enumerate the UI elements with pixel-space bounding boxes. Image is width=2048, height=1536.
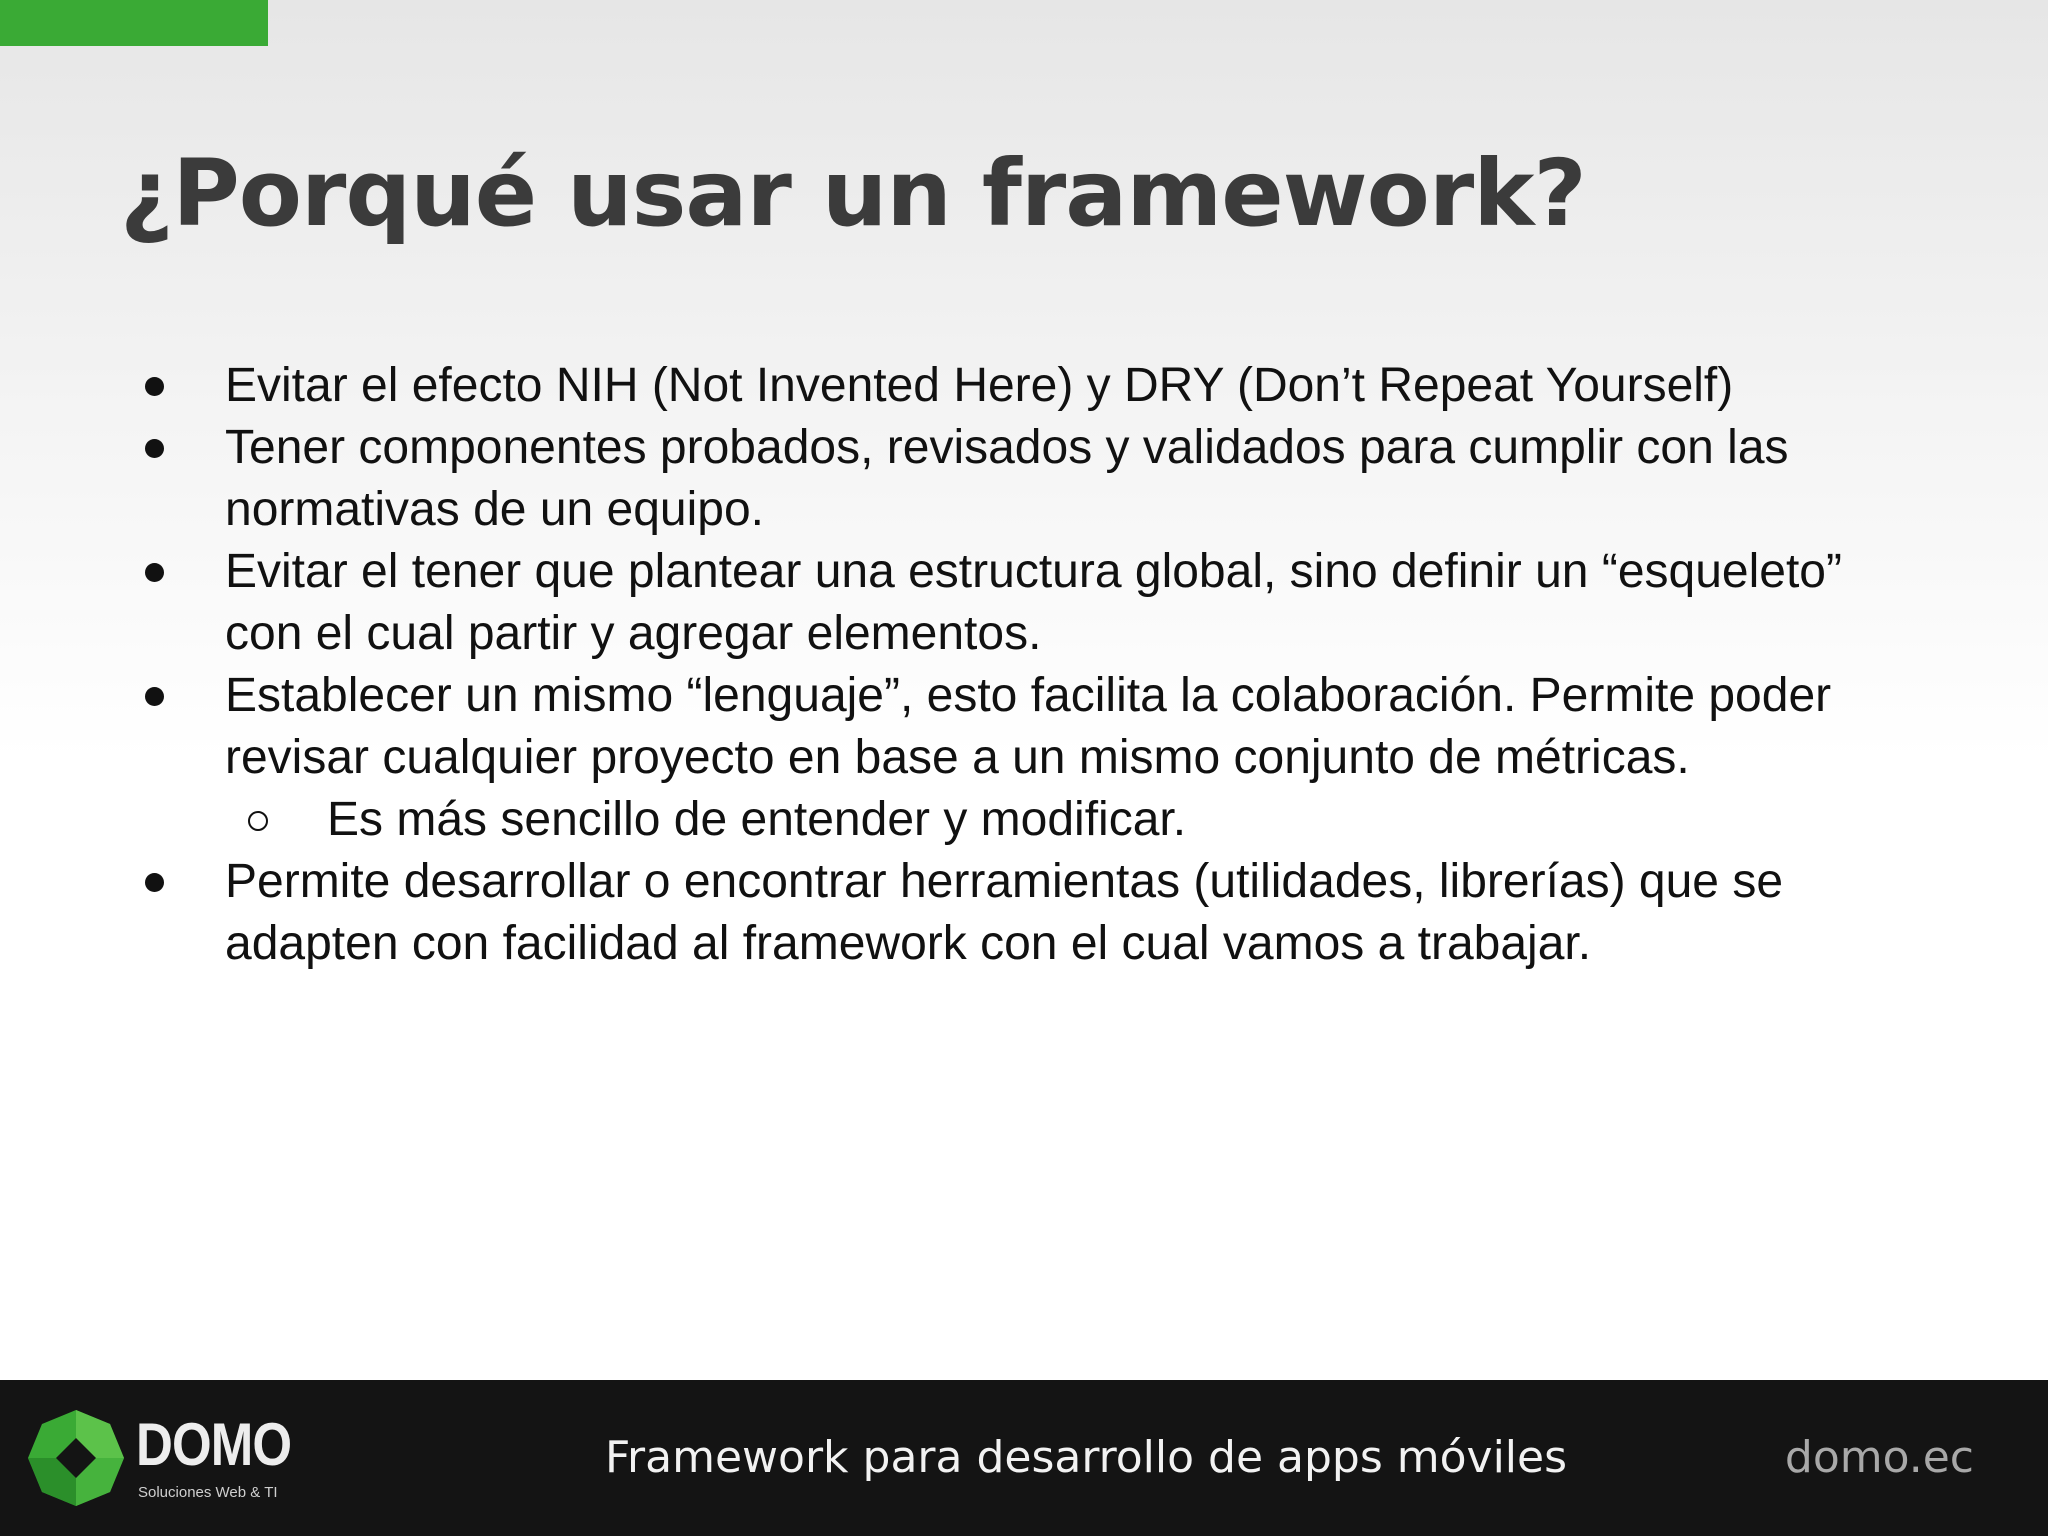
bullet-text: Tener componentes probados, revisados y validados para cumplir con las normativas de un equipo. (225, 421, 1789, 536)
bullet-item (140, 541, 1920, 665)
footer-title: Framework para desarrollo de apps móviles (604, 1432, 1568, 1483)
logo-tagline: Soluciones Web & TI (138, 1484, 278, 1501)
bullet-item (140, 665, 1920, 789)
slide-title: ¿Porqué usar un framework? (120, 140, 1586, 247)
footer-site: domo.ec (1784, 1432, 1974, 1483)
bullet-dot-icon (145, 563, 164, 582)
bullet-text: Permite desarrollar o encontrar herramientas (utilidades, librerías) que se adapten con facilidad al framework con el cual vamos a trabajar. (225, 855, 1784, 970)
bullet-dot-icon (145, 439, 164, 458)
bullet-text: Evitar el tener que plantear una estructura global, sino definir un “esqueleto” con el cual partir y agregar elementos. (225, 545, 1842, 660)
bullet-dot-icon (145, 377, 164, 396)
bullet-text: Establecer un mismo “lenguaje”, esto facilita la colaboración. Permite poder revisar cualquier proyecto en base a un mismo conjunto de métricas. (225, 669, 1832, 784)
bullet-text: Evitar el efecto NIH (Not Invented Here) y DRY (Don’t Repeat Yourself) (225, 359, 1734, 412)
bullet-list (140, 355, 1920, 975)
bullet-text: Es más sencillo de entender y modificar. (327, 793, 1187, 846)
logo-name: DOMO (136, 1411, 292, 1478)
accent-bar (0, 0, 268, 46)
hollow-circle-icon (248, 811, 268, 831)
bullet-dot-icon (145, 873, 164, 892)
sub-bullet-item (140, 789, 1920, 851)
bullet-item (140, 851, 1920, 975)
bullet-item (140, 417, 1920, 541)
bullet-dot-icon (145, 687, 164, 706)
footer-bar (0, 1380, 2048, 1536)
bullet-item (140, 355, 1920, 417)
